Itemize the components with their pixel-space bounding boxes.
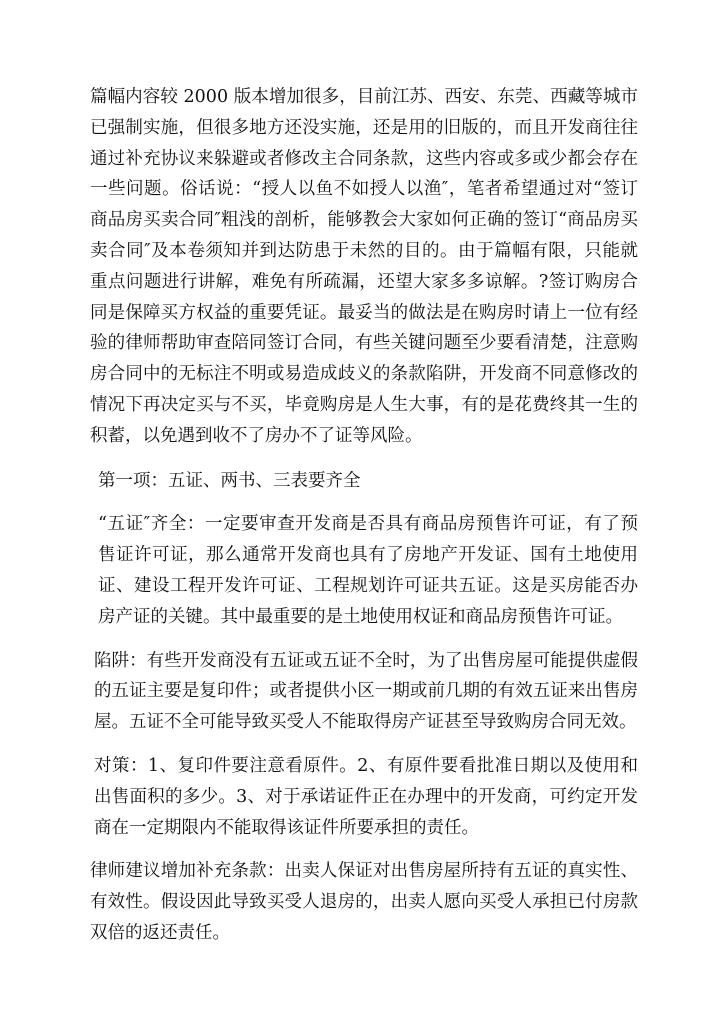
document-body [90, 82, 638, 949]
intro-paragraph: 篇幅内容较 2000 版本增加很多，目前江苏、西安、东莞、西藏等城市已强制实施，但很多地方还没实施，还是用的旧版的，而且开发商往往通过补充协议来躲避或者修改主合同条款，这些内容或多或少都会存在一些问题。俗话说：“授人以鱼不如授人以渔″，笔者希望通过对“签订商品房买卖合同″粗浅的剖析，能够教会大家如何正确的签订“商品房买卖合同″及本卷须知并到达防患于未然的目的。由于篇幅有限，只能就重点问题进行讲解，难免有所疏漏，还望大家多多谅解。?签订购房合同是保障买方权益的重要凭证。最妥当的做法是在购房时请上一位有经验的律师帮助审查陪同签订合同，有些关键问题至少要看清楚，注意购房合同中的无标注不明或易造成歧义的条款陷阱，开发商不同意修改的情况下再决定买与不买，毕竟购房是人生大事，有的是花费终其一生的积蓄，以免遇到收不了房办不了证等风险。 [90, 87, 638, 446]
countermeasure-paragraph: 对策：1、复印件要注意看原件。2、有原件要看批准日期以及使用和出售面积的多少。3、对于承诺证件正在办理中的开发商，可约定开发商在一定期限内不能取得该证件所要承担的责任。 [94, 755, 638, 838]
section-heading: 第一项：五证、两书、三表要齐全 [98, 470, 361, 491]
lawyer-advice-paragraph: 律师建议增加补充条款：出卖人保证对出售房屋所持有五证的真实性、有效性。假设因此导致买受人退房的，出卖人愿向买受人承担已付房款双倍的返还责任。 [90, 861, 638, 943]
five-certificates-paragraph: “五证″齐全：一定要审查开发商是否具有商品房预售许可证，有了预售证许可证，那么通常开发商也具有了房地产开发证、国有土地使用证、建设工程开发许可证、工程规划许可证共五证。这是买房能否办房产证的关键。其中最重要的是土地使用权证和商品房预售许可证。 [98, 514, 638, 627]
trap-paragraph: 陷阱：有些开发商没有五证或五证不全时，为了出售房屋可能提供虚假的五证主要是复印件；或者提供小区一期或前几期的有效五证来出售房屋。五证不全可能导致买受人不能取得房产证甚至导致购房合同无效。 [94, 650, 638, 733]
